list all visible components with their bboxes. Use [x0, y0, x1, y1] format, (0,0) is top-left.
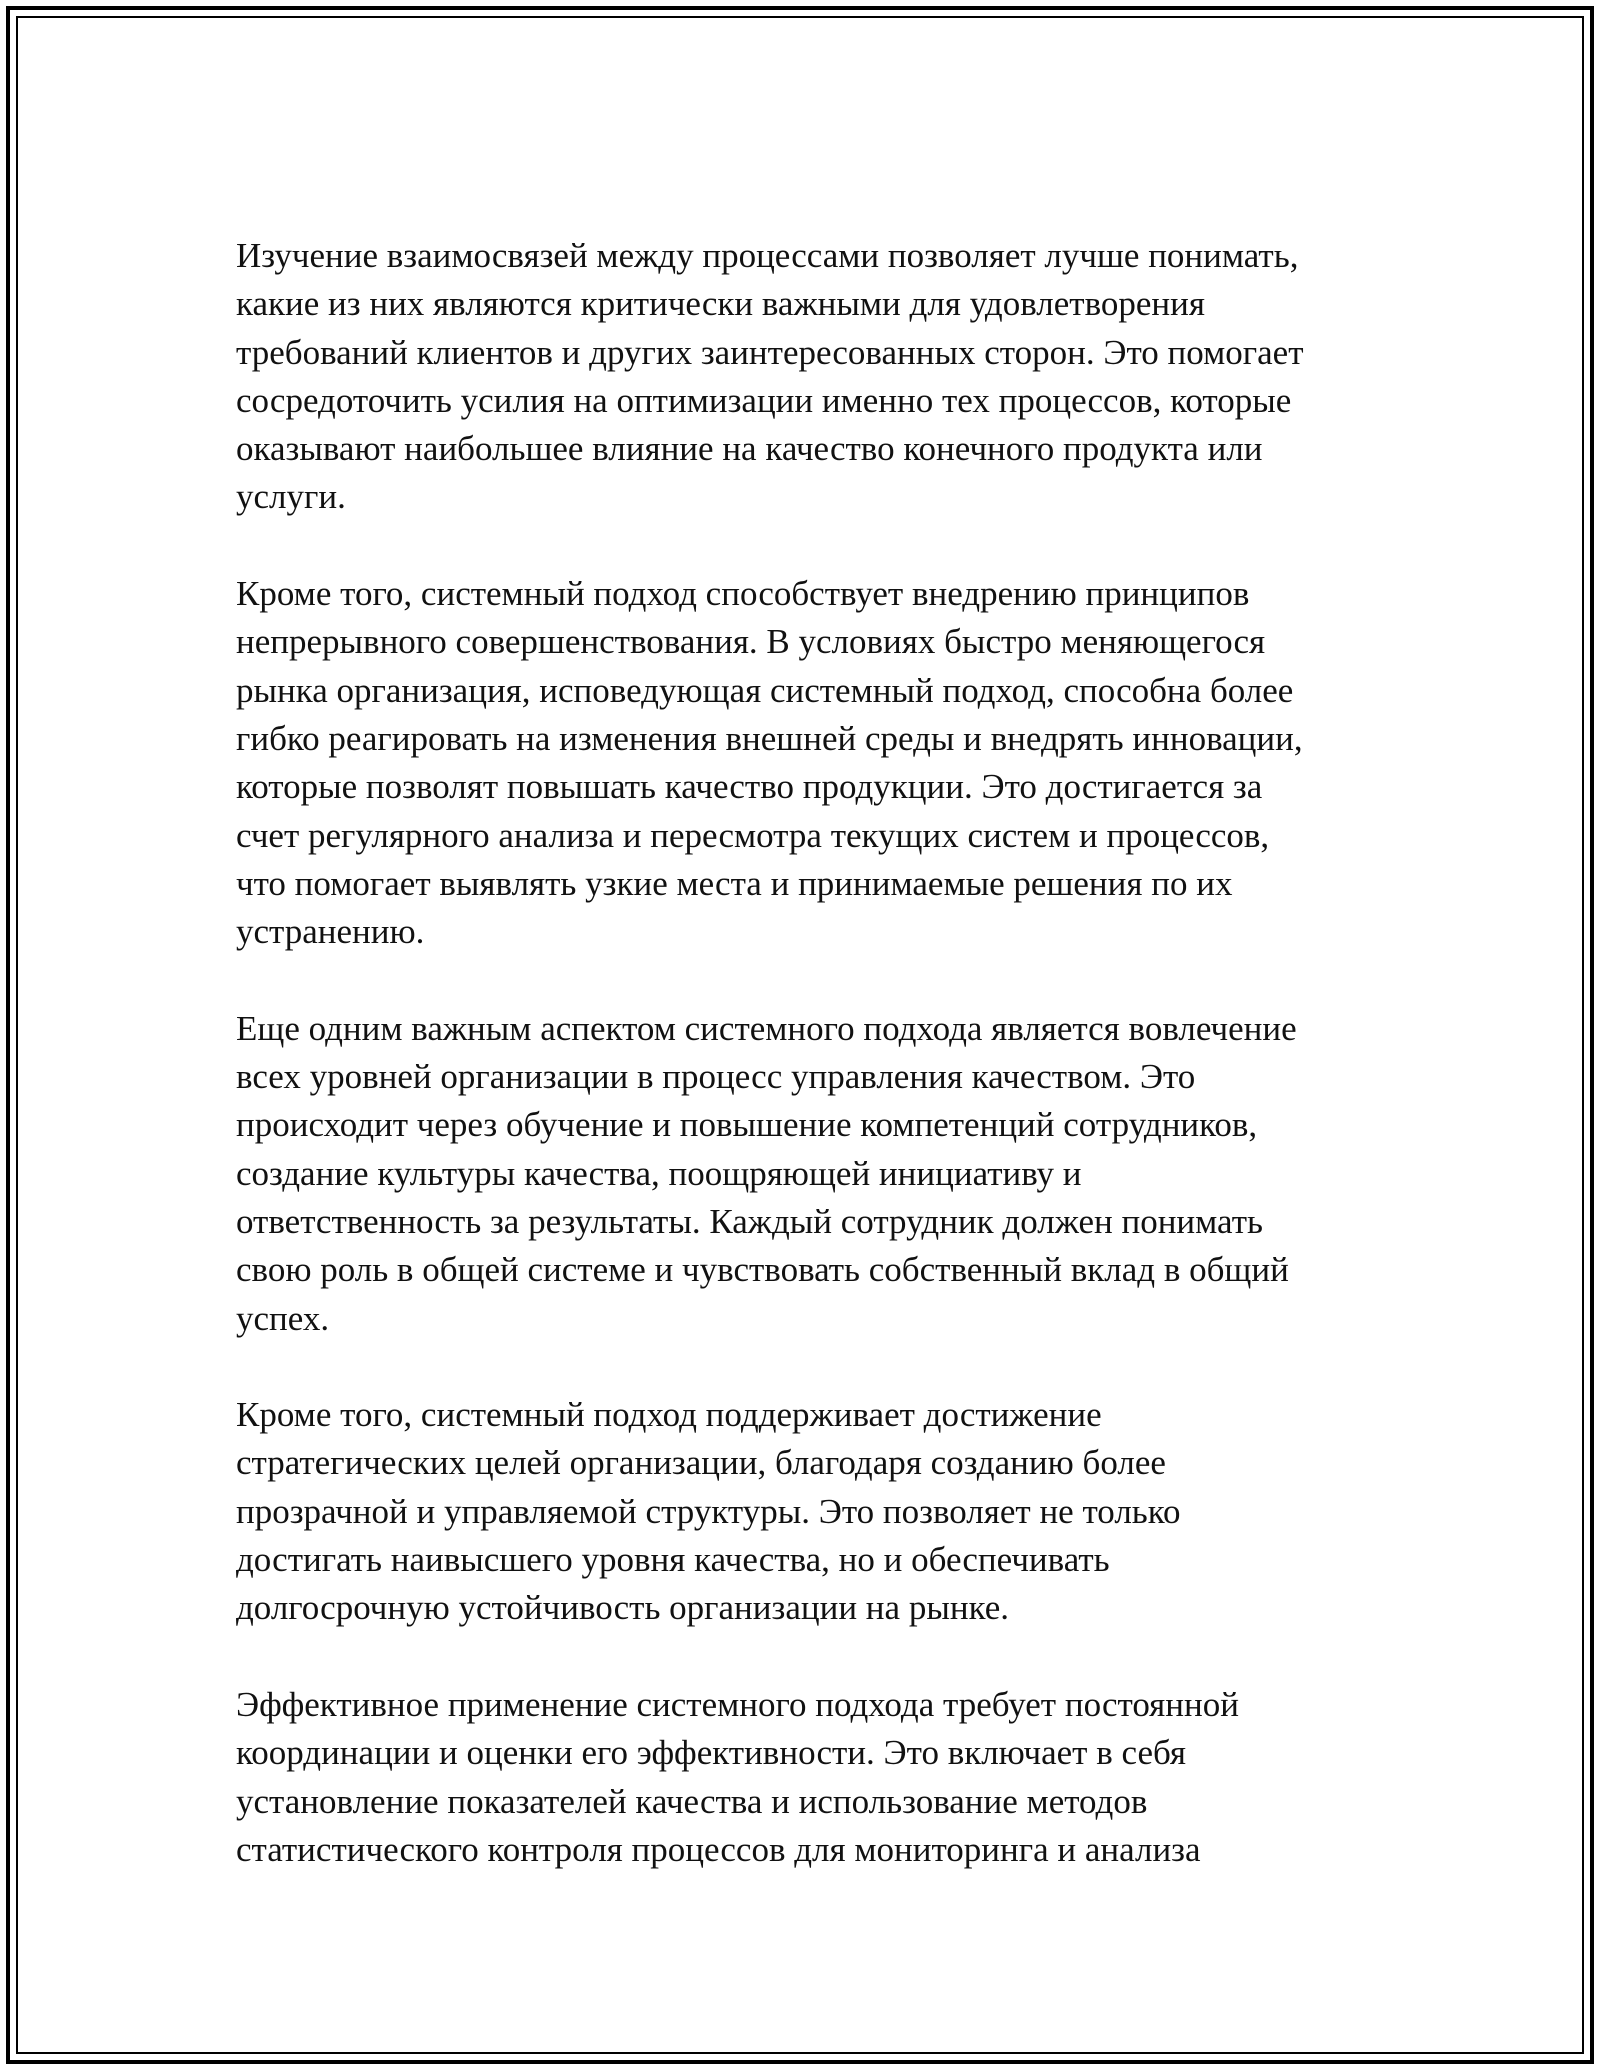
text-line: которые позволят повышать качество продукции. Это достигается за [236, 767, 1263, 807]
text-line: свою роль в общей системе и чувствовать собственный вклад в общий [236, 1250, 1289, 1290]
text-line: всех уровней организации в процесс управления качеством. Это [236, 1057, 1196, 1097]
text-line: Еще одним важным аспектом системного подхода является вовлечение [236, 1008, 1297, 1048]
text-line: гибко реагировать на изменения внешней среды и внедрять инновации, [236, 718, 1303, 758]
text-line: требований клиентов и других заинтересованных сторон. Это помогает [236, 332, 1304, 372]
text-line: что помогает выявлять узкие места и принимаемые решения по их [236, 863, 1233, 903]
text-line: Изучение взаимосвязей между процессами позволяет лучше понимать, [236, 236, 1299, 275]
text-line: достигать наивысшего уровня качества, но и обеспечивать [236, 1540, 1110, 1580]
text-line: стратегических целей организации, благодаря созданию более [236, 1443, 1166, 1483]
text-line: сосредоточить усилия на оптимизации именно тех процессов, которые [236, 380, 1292, 420]
text-line: непрерывного совершенствования. В условиях быстро меняющегося [236, 622, 1266, 662]
text-line: устранению. [236, 912, 425, 952]
text-line: успех. [236, 1298, 330, 1338]
text-line: оказывают наибольшее влияние на качество конечного продукта или [236, 429, 1263, 469]
text-line: Кроме того, системный подход поддерживает достижение [236, 1395, 1102, 1435]
text-line: услуги. [236, 477, 346, 517]
text-line: координации и оценки его эффективности. Это включает в себя [236, 1733, 1187, 1773]
text-line: происходит через обучение и повышение компетенций сотрудников, [236, 1105, 1258, 1145]
paragraph-2 [236, 570, 1406, 956]
text-line: установление показателей качества и использование методов [236, 1781, 1148, 1821]
text-line: создание культуры качества, поощряющей инициативу и [236, 1153, 1082, 1193]
text-line: статистического контроля процессов для мониторинга и анализа [236, 1829, 1201, 1869]
text-line: рынка организация, исповедующая системный подход, способна более [236, 670, 1294, 710]
text-line: ответственность за результаты. Каждый сотрудник должен понимать [236, 1201, 1263, 1241]
text-line: счет регулярного анализа и пересмотра текущих систем и процессов, [236, 815, 1270, 855]
text-line: Кроме того, системный подход способствует внедрению принципов [236, 574, 1250, 614]
text-line: долгосрочную устойчивость организации на рынке. [236, 1588, 1009, 1628]
text-line: какие из них являются критически важными для удовлетворения [236, 284, 1205, 324]
document-body [236, 232, 1406, 1874]
paragraph-4 [236, 1391, 1406, 1632]
paragraph-1 [236, 232, 1406, 522]
paragraph-3 [236, 1005, 1406, 1343]
text-line: прозрачной и управляемой структуры. Это позволяет не только [236, 1491, 1181, 1531]
text-line: Эффективное применение системного подхода требует постоянной [236, 1684, 1239, 1724]
paragraph-5 [236, 1681, 1406, 1874]
